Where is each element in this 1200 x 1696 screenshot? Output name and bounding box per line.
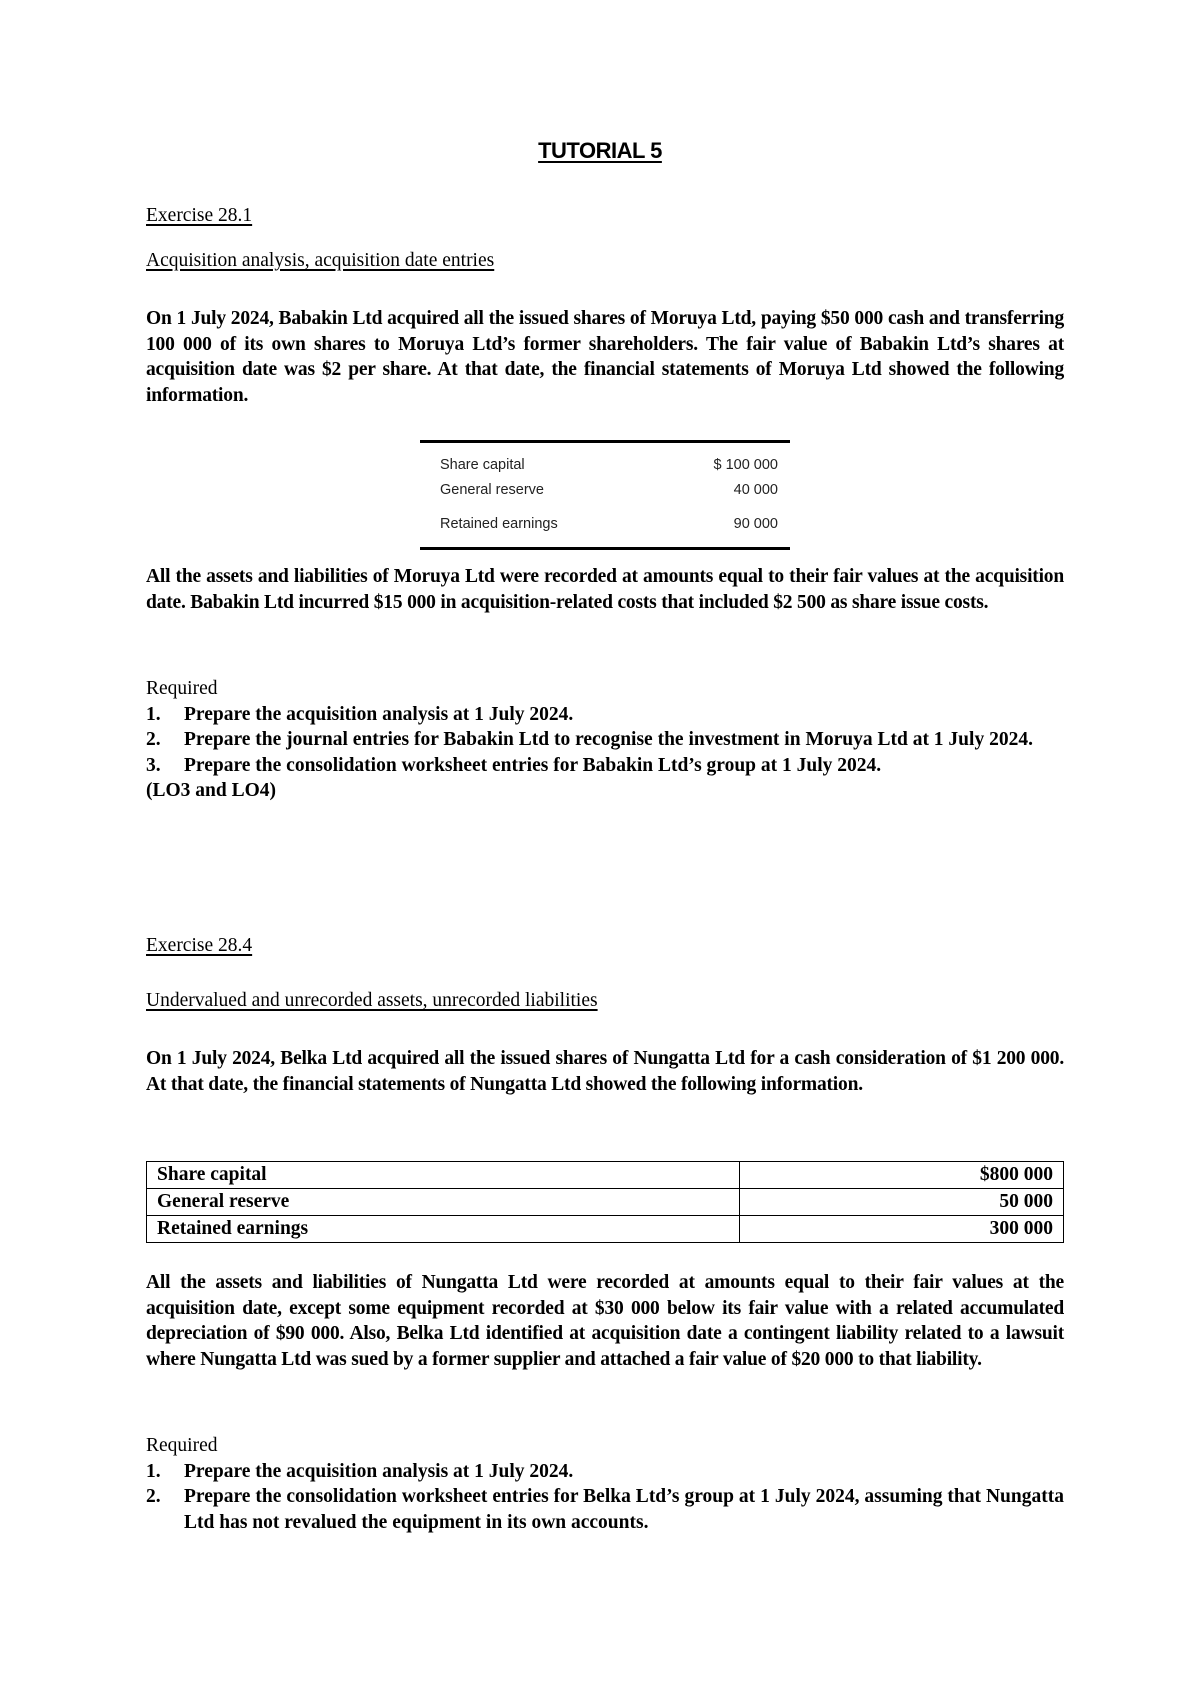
table-row [420, 453, 790, 478]
list-item [146, 1459, 1064, 1485]
item-text: Prepare the acquisition analysis at 1 July 2024. [184, 703, 574, 725]
required-list [146, 702, 1064, 779]
item-number: 2. [146, 729, 161, 751]
item-number: 1. [146, 1460, 161, 1482]
list-item [146, 753, 1064, 779]
item-number: 2. [146, 1486, 161, 1508]
row-label: Retained earnings [440, 516, 558, 532]
exercise-subheading: Acquisition analysis, acquisition date entries [146, 250, 495, 271]
table-row [147, 1216, 1064, 1243]
exercise-heading: Exercise 28.1 [146, 205, 253, 226]
title-text: TUTORIAL 5 [538, 138, 662, 163]
required-label: Required [146, 1435, 218, 1456]
row-value: 50 000 [739, 1189, 1063, 1216]
list-item [146, 702, 1064, 728]
financial-info-table [420, 440, 790, 550]
table-row [420, 512, 790, 537]
row-label: General reserve [440, 482, 544, 498]
list-item [146, 1484, 1064, 1535]
table-row [420, 478, 790, 503]
exercise-paragraph: All the assets and liabilities of Nungatta Ltd were recorded at amounts equal to their fair values at the acquisition date, except some equipment recorded at $30 000 below its fair value with a related accumulated depreciation of $90 000. Also, Belka Ltd identified at acquisition date a contingent liability related to a lawsuit where Nungatta Ltd was sued by a former supplier and attached a fair value of $20 000 to that liability. [146, 1272, 1064, 1370]
item-text: Prepare the acquisition analysis at 1 July 2024. [184, 1460, 574, 1482]
row-value: 40 000 [733, 482, 778, 498]
item-text: Prepare the consolidation worksheet entries for Babakin Ltd’s group at 1 July 2024. [184, 754, 882, 776]
row-value: 300 000 [739, 1216, 1063, 1243]
required-section [146, 1433, 1064, 1535]
list-item [146, 727, 1064, 753]
financial-info-table [146, 1161, 1064, 1243]
row-value: $ 100 000 [713, 457, 778, 473]
required-list [146, 1459, 1064, 1536]
row-label: General reserve [147, 1189, 740, 1216]
table-row [147, 1189, 1064, 1216]
exercise-paragraph: On 1 July 2024, Babakin Ltd acquired all the issued shares of Moruya Ltd, paying $50 000 cash and transferring 100 000 of its own shares to Moruya Ltd’s former shareholders. The fair value of Babakin Ltd’s shares at acquisition date was $2 per share. At that date, the financial statements of Moruya Ltd showed the following information. [146, 308, 1064, 406]
exercise-paragraph: On 1 July 2024, Belka Ltd acquired all the issued shares of Nungatta Ltd for a cash consideration of $1 200 000. At that date, the financial statements of Nungatta Ltd showed the following information. [146, 1048, 1064, 1095]
item-text: Prepare the consolidation worksheet entries for Belka Ltd’s group at 1 July 2024, assuming that Nungatta Ltd has not revalued the equipment in its own accounts. [184, 1486, 1064, 1533]
learning-outcomes: (LO3 and LO4) [146, 780, 277, 802]
row-label: Share capital [440, 457, 525, 473]
required-label: Required [146, 678, 218, 699]
exercise-subheading: Undervalued and unrecorded assets, unrecorded liabilities [146, 990, 598, 1011]
item-number: 1. [146, 703, 161, 725]
row-label: Retained earnings [147, 1216, 740, 1243]
table-row [147, 1162, 1064, 1189]
required-section [146, 676, 1064, 804]
page-title [0, 138, 1200, 164]
exercise-heading: Exercise 28.4 [146, 935, 253, 956]
row-value: $800 000 [739, 1162, 1063, 1189]
item-text: Prepare the journal entries for Babakin Ltd to recognise the investment in Moruya Ltd at 1 July 2024. [184, 729, 1033, 751]
exercise-paragraph: All the assets and liabilities of Moruya Ltd were recorded at amounts equal to their fair values at the acquisition date. Babakin Ltd incurred $15 000 in acquisition-related costs that included $2 500 as share issue costs. [146, 566, 1064, 613]
item-number: 3. [146, 754, 161, 776]
row-label: Share capital [147, 1162, 740, 1189]
row-value: 90 000 [733, 516, 778, 532]
